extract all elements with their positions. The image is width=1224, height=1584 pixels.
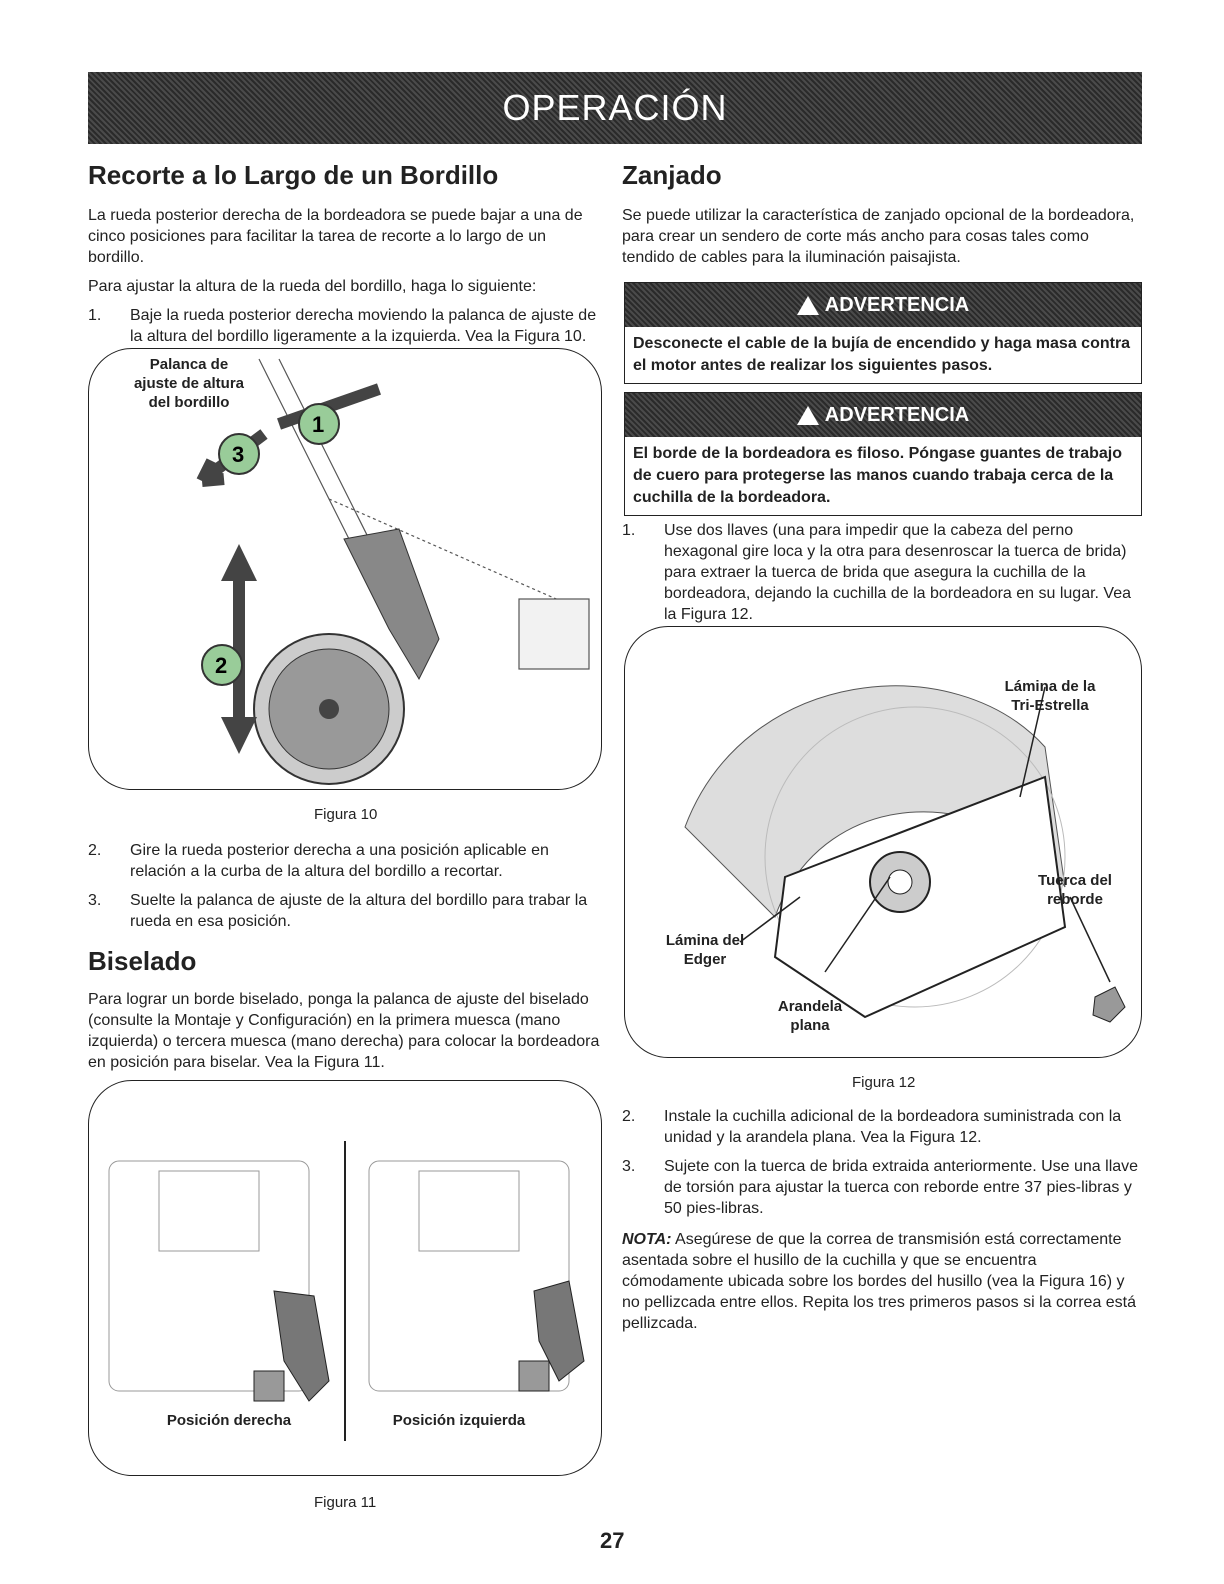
svg-text:2: 2 (215, 653, 228, 678)
list-item (88, 305, 603, 347)
section-title-beveling: Biselado (88, 946, 197, 976)
figure-10 (88, 348, 602, 790)
page-title: OPERACIÓN (502, 87, 728, 128)
list-number: 3. (88, 892, 102, 909)
figure-label-right-position: Posición derecha (166, 1412, 292, 1429)
list-text: Gire la rueda posterior derecha a una posición aplicable en relación a la curba de la altura del bordillo a recortar. (130, 842, 549, 880)
list-item (622, 1156, 1142, 1219)
list-item (622, 520, 1142, 625)
warning-title: ADVERTENCIA (824, 403, 970, 426)
figure-12 (624, 626, 1142, 1058)
curb-wheel-illustration (89, 349, 601, 789)
svg-text:1: 1 (312, 412, 325, 437)
list-item (88, 890, 603, 932)
list-text: Use dos llaves (una para impedir que la cabeza del perno hexagonal gire loca y la otra para desenroscar la tuerca de brida) para extraer la tuerca de brida que asegura la cuchilla de la bordeadora, dejando la cuchilla de la bordeadora en su lugar. Vea la Figura 12. (664, 522, 1132, 623)
paragraph: Para ajustar la altura de la rueda del bordillo, haga lo siguiente: (88, 278, 537, 295)
paragraph: Para lograr un borde biselado, ponga la palanca de ajuste del biselado (consulte la Montaje y Configuración) en la primera muesca (mano izquierda) o tercera muesca (mano derecha) para colocar la bordeadora en posición para biselar. Vea la Figura 11. (88, 991, 600, 1071)
figure-12-caption: Figura 12 (852, 1074, 916, 1091)
list-item (622, 1106, 1142, 1148)
section-title-curb-trimming: Recorte a lo Largo de un Bordillo (88, 160, 499, 190)
figure-label-flat-washer: Arandela plana (777, 998, 843, 1034)
list-item (88, 840, 603, 882)
list-number: 3. (622, 1158, 636, 1175)
figure-10-caption: Figura 10 (314, 806, 378, 823)
warning-header (625, 283, 1141, 327)
figure-label-flange-nut: Tuerca del reborde (1038, 872, 1112, 908)
page-number: 27 (600, 1528, 625, 1553)
figure-label-tri-star-blade: Lámina de la Tri-Estrella (1004, 678, 1096, 714)
list-text: Sujete con la tuerca de brida extraida anteriormente. Use una llave de torsión para ajustar la tuerca con reborde entre 37 pies-libras y 50 pies-libras. (664, 1158, 1139, 1217)
left-column-lower (88, 840, 603, 1073)
list-text: Instale la cuchilla adicional de la bordeadora suministrada con la unidad y la arandela plana. Vea la Figura 12. (664, 1108, 1122, 1146)
section-title-trenching: Zanjado (622, 160, 722, 190)
warning-title: ADVERTENCIA (824, 293, 970, 316)
list-text: Baje la rueda posterior derecha moviendo la palanca de ajuste de la altura del bordillo ligeramente a la izquierda. Vea la Figura 10. (130, 307, 597, 345)
left-column (88, 160, 603, 347)
warning-header (625, 393, 1141, 437)
right-column-lower (622, 1106, 1142, 1334)
note-paragraph (622, 1229, 1142, 1334)
right-column-steps (622, 520, 1142, 625)
page-header-banner (88, 72, 1142, 144)
figure-label-lever: Palanca de ajuste de altura del bordillo (133, 356, 245, 411)
svg-text:3: 3 (232, 442, 245, 467)
warning-triangle-icon (797, 296, 819, 315)
list-number: 1. (88, 307, 102, 324)
note-text: Asegúrese de que la correa de transmisión está correctamente asentada sobre el husillo de la cuchilla y que se encuentra cómodamente ubicada sobre los bordes del husillo (vea la Figura 16) y no pellizcada entre ellos. Repita los tres primeros pasos si la correa está pellizcada. (622, 1231, 1137, 1332)
figure-label-left-position: Posición izquierda (392, 1412, 526, 1429)
figure-11 (88, 1080, 602, 1476)
list-number: 1. (622, 522, 636, 539)
warning-text: Desconecte el cable de la bujía de encendido y haga masa contra el motor antes de realizar los siguientes pasos. (633, 335, 1131, 374)
list-number: 2. (88, 842, 102, 859)
note-label: NOTA: (622, 1231, 672, 1248)
figure-label-edger-blade: Lámina del Edger (665, 932, 745, 968)
warning-box-1 (624, 282, 1142, 384)
warning-text: El borde de la bordeadora es filoso. Póngase guantes de trabajo de cuero para protegerse las manos cuando trabaja cerca de la cuchilla de la bordeadora. (633, 445, 1122, 506)
paragraph: Se puede utilizar la característica de zanjado opcional de la bordeadora, para crear un sendero de corte más ancho para cosas tales como tendido de cables para la iluminación paisajista. (622, 207, 1135, 266)
right-column (622, 160, 1142, 268)
figure-11-caption: Figura 11 (314, 1494, 377, 1511)
list-text: Suelte la palanca de ajuste de la altura del bordillo para trabar la rueda en esa posición. (130, 892, 588, 930)
warning-triangle-icon (797, 406, 819, 425)
paragraph: La rueda posterior derecha de la bordeadora se puede bajar a una de cinco posiciones para facilitar la tarea de recorte a lo largo de un bordillo. (88, 207, 583, 266)
list-number: 2. (622, 1108, 636, 1125)
warning-box-2 (624, 392, 1142, 516)
